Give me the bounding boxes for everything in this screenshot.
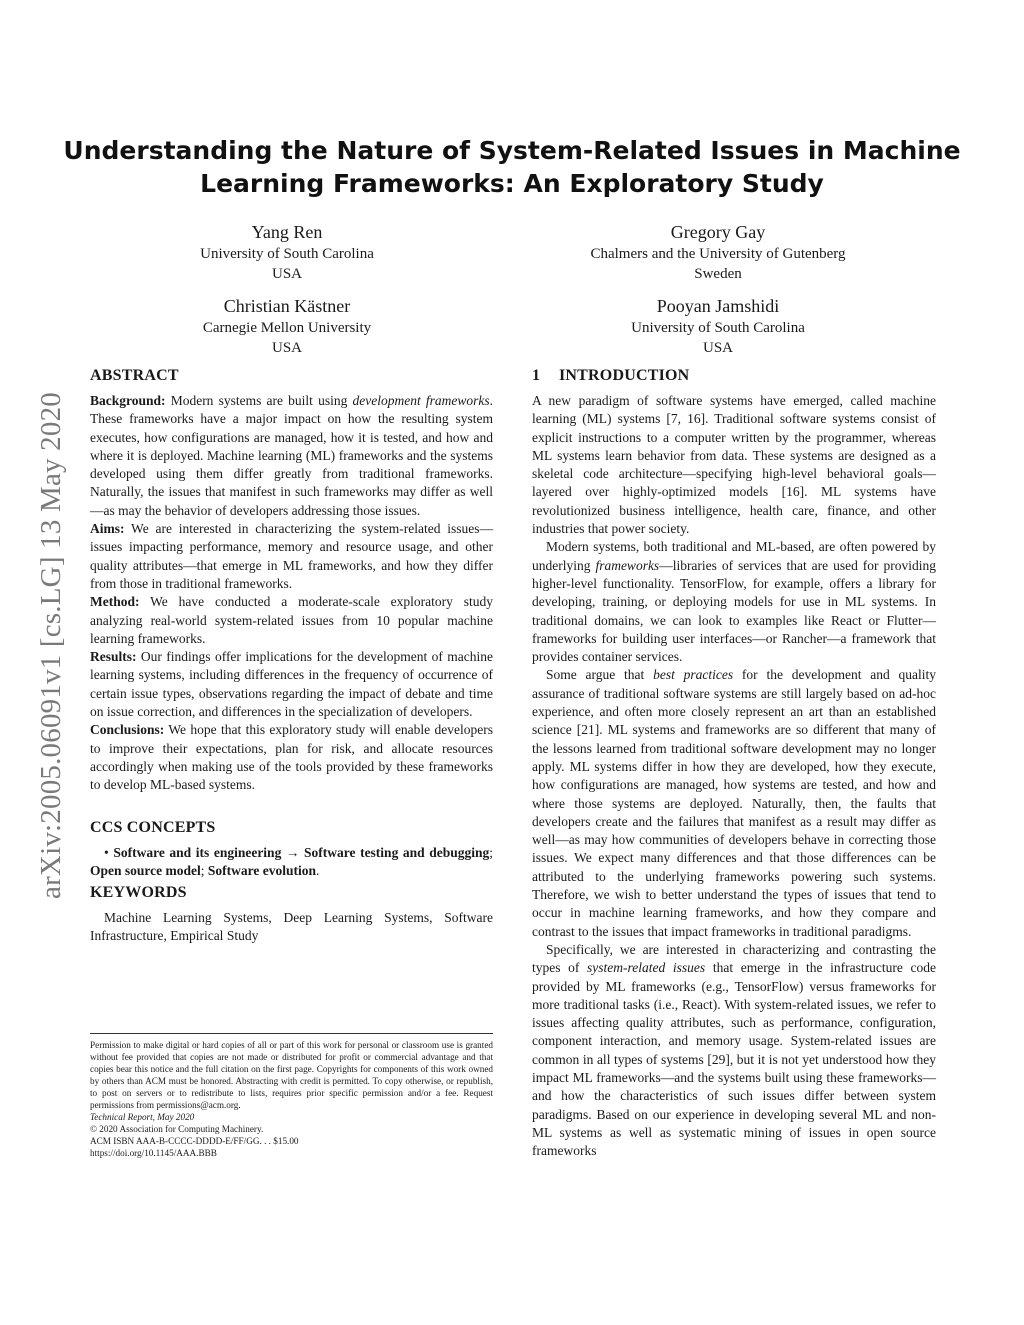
author-block <box>538 220 898 284</box>
abstract-text: We have conducted a moderate-scale exploratory study analyzing real-world system-related issues from 10 popular machine learning frameworks. <box>90 594 493 646</box>
separator: ; <box>489 844 494 860</box>
abstract-conclusions <box>90 721 493 794</box>
left-column <box>90 365 493 946</box>
right-column <box>532 365 936 1160</box>
ccs-concept: Open source model <box>90 862 201 878</box>
ccs-heading: CCS CONCEPTS <box>90 818 216 836</box>
isbn: ACM ISBN AAA-B-CCCC-DDDD-E/FF/GG. . . $15.00 <box>90 1136 299 1146</box>
abstract-results <box>90 648 493 721</box>
ccs-concepts <box>90 844 493 881</box>
intro-heading <box>532 365 936 387</box>
abstract-background <box>90 392 493 520</box>
intro-text: that emerge in the infrastructure code provided by ML frameworks (e.g., TensorFlow) versus frameworks for more traditional tasks (i.e., React). With system-related issues, we refer to issues affecting quality attributes, such as performance, configuration, component interaction, and memory usage. System-related issues are common in all types of systems [29], but it is not yet understood how they impact ML frameworks—and the systems built using these frameworks—and how the characteristics of such issues differ between system paradigms. Based on our experience in developing several ML and non-ML systems as well as systematic mining of issues in open source frameworks <box>532 960 936 1159</box>
intro-paragraph <box>532 666 936 940</box>
method-label: Method: <box>90 594 140 610</box>
intro-paragraph <box>532 941 936 1161</box>
ccs-concept: Software and its engineering <box>113 844 282 860</box>
author-country: Sweden <box>694 266 742 282</box>
author-name: Christian Kästner <box>223 296 351 316</box>
abstract-aims <box>90 520 493 593</box>
background-label: Background: <box>90 393 166 408</box>
conclusions-label: Conclusions: <box>90 722 165 738</box>
intro-emphasis: frameworks <box>595 557 660 573</box>
author-name: Yang Ren <box>251 222 323 242</box>
abstract-text: We are interested in characterizing the system-related issues—issues impacting performance, memory and resource usage, and other quality attributes—that emerge in ML frameworks, and how they differ from those in traditional frameworks. <box>90 521 493 591</box>
arxiv-stamp <box>28 345 74 945</box>
arrow-icon: → <box>281 844 304 860</box>
intro-emphasis: system-related issues <box>587 960 706 976</box>
aims-label: Aims: <box>90 521 125 537</box>
author-block <box>538 294 898 358</box>
keywords-heading: KEYWORDS <box>90 884 187 902</box>
abstract-text: Our findings offer implications for the development of machine learning systems, including differences in the frequency of occurrence of certain issue types, observations regarding the impact of debate and time on issue correction, and differences in the specialization of developers. <box>90 649 493 720</box>
copyright: © 2020 Association for Computing Machinery. <box>90 1124 264 1134</box>
separator: . <box>316 862 320 878</box>
arxiv-stamp-text: arXiv:2005.06091v1 [cs.LG] 13 May 2020 <box>34 391 67 899</box>
intro-text: —libraries of services that are used for providing higher-level functionality. TensorFlow, for example, offers a library for developing, training, or deploying models for use in ML systems. In traditional domains, we can look to examples like React or Flutter—frameworks for building user interfaces—or Rancher—a framework that provides container services. <box>532 557 936 665</box>
abstract-heading: ABSTRACT <box>90 367 179 384</box>
author-affiliation: University of South Carolina <box>200 246 374 262</box>
author-block <box>107 294 467 358</box>
separator: ; <box>200 862 208 878</box>
author-country: USA <box>271 340 302 356</box>
doi-link[interactable]: https://doi.org/10.1145/AAA.BBB <box>90 1148 217 1158</box>
author-name: Gregory Gay <box>670 222 766 242</box>
author-block <box>107 220 467 284</box>
intro-text: for the development and quality assurance of traditional software systems are still largely based on ad-hoc experience, and often more closely represent an art than an established science [21]. ML systems and frameworks are so different that many of the lessons learned from traditional software development may no longer apply. ML systems differ in how they are developed, how they execute, how configurations are managed, how systems are tested, and how and where those systems are deployed. Naturally, then, the faults that developers create and the failures that manifest as a result may differ as well—as may how communities of developers behave in correcting those issues. We expect many differences and that those differences can be attributed to the underlying frameworks powering such systems. Therefore, we wish to better understand the types of issues that tend to occur in machine learning frameworks, and how they compare and contrast to the issues that impact frameworks in traditional paradigms. <box>532 667 937 939</box>
author-affiliation: Chalmers and the University of Gutenberg <box>590 246 846 262</box>
keywords-text: Machine Learning Systems, Deep Learning Systems, Software Infrastructure, Empirical Study <box>90 910 493 944</box>
author-affiliation: University of South Carolina <box>631 320 805 336</box>
intro-emphasis: best practices <box>653 667 734 683</box>
intro-paragraph: A new paradigm of software systems have emerged, called machine learning (ML) systems [7, 16]. Traditional software systems consist of explicit instructions to a computer written by the programmer, whereas ML systems learn behavior from data. These systems are designed as a skeletal code architecture—specifying high-level behavioral goals—layered over highly-optimized models [16]. ML systems have revolutionized business intelligence, health care, finance, and other industries that power society. <box>532 393 936 537</box>
ccs-concept: Software testing and debugging <box>304 844 490 860</box>
author-name: Pooyan Jamshidi <box>656 296 780 316</box>
ccs-concept: Software evolution <box>207 862 317 878</box>
abstract-text: Modern systems are built using <box>165 393 353 408</box>
abstract-method <box>90 593 493 648</box>
permission-block <box>90 1033 493 1159</box>
permission-text: Permission to make digital or hard copies of all or part of this work for personal or classroom use is granted without fee provided that copies are not made or distributed for profit or commercial advantage and that copies bear this notice and the full citation on the first page. Copyrights for components of this work owned by others than ACM must be honored. Abstracting with credit is permitted. To copy otherwise, or republish, to post on servers or to redistribute to lists, requires prior specific permission and/or a fee. Request permissions from permissions@acm.org. <box>90 1040 493 1110</box>
abstract-emphasis: development frameworks <box>352 393 490 408</box>
intro-text: Some argue that <box>546 667 654 683</box>
bullet: • <box>104 844 109 860</box>
intro-text: Modern systems, both traditional and ML-based, are often powered by underlying <box>532 539 936 573</box>
abstract-text: . These frameworks have a major impact on how the resulting system executes, how configurations are managed, how it is tested, and how and where it is deployed. Machine learning (ML) frameworks and the systems developed using them differ greatly from traditional frameworks. Naturally, the issues that manifest in such frameworks may differ as well—as may the behavior of developers addressing those issues. <box>90 393 494 518</box>
author-affiliation: Carnegie Mellon University <box>202 320 372 336</box>
intro-paragraph <box>532 538 936 666</box>
section-title: INTRODUCTION <box>559 367 690 384</box>
results-label: Results: <box>90 649 137 665</box>
author-country: USA <box>271 266 302 282</box>
author-country: USA <box>702 340 733 356</box>
paper-title: Understanding the Nature of System-Related Issues in Machine Learning Frameworks: An Exploratory Study <box>63 136 961 198</box>
intro-text: Specifically, we are interested in characterizing and contrasting the types of <box>532 941 936 976</box>
venue: Technical Report, May 2020 <box>90 1112 195 1122</box>
abstract-text: We hope that this exploratory study will enable developers to improve their expectations, plan for risk, and allocate resources accordingly when making use of the tools provided by these frameworks to develop ML-based systems. <box>90 722 493 793</box>
section-number: 1 <box>532 367 541 384</box>
